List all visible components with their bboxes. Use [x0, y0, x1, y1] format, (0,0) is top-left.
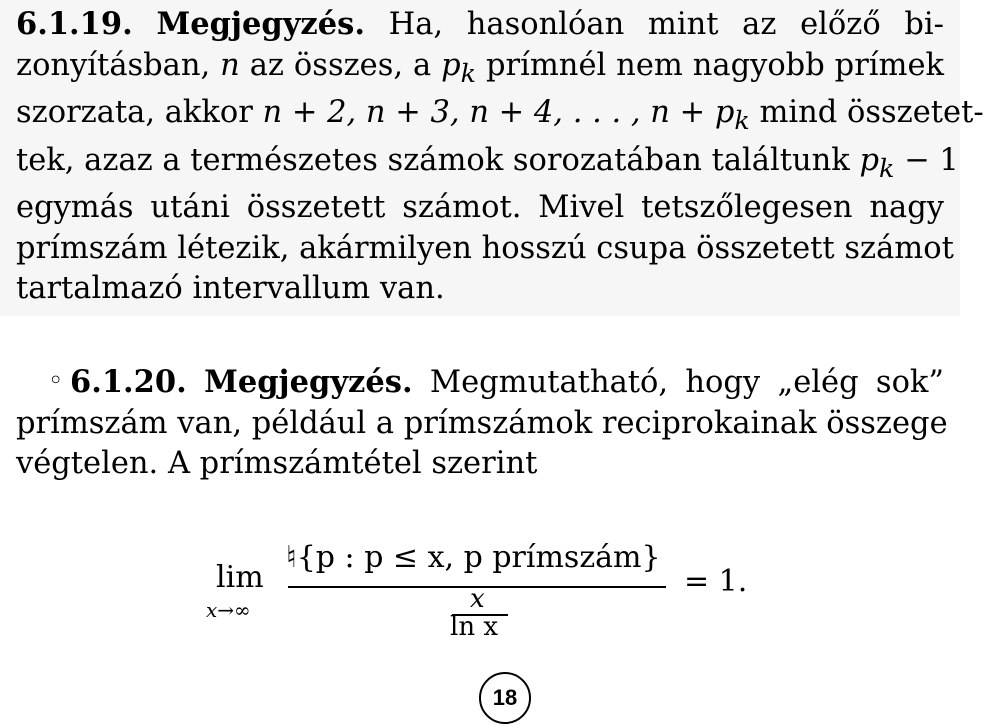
- inner-fraction-top: x: [470, 584, 485, 614]
- limit-operator: lim: [216, 560, 264, 595]
- note-number: 6.1.19.: [16, 6, 133, 42]
- limit-subscript: x→∞: [206, 598, 251, 622]
- note-6-1-20: 6.1.20. Megjegyzés. Megmutatható, hogy „elég sok” prímszám van, például a prímszámok reciprokainak összege végtelen. A prímszámtétel szerint: [16, 364, 948, 481]
- note-title: Megjegyzés.: [156, 6, 365, 42]
- formula-rhs: = 1.: [684, 564, 748, 599]
- note-6-1-19: 6.1.19. Megjegyzés. Ha, hasonlóan mint az előző bi- zonyításban, n az összes, a $p_k$ prímnél nem nagyobb prímek szorzata, akkor n + 2, n + 3, n + 4, . . . , $n + p_k$ mind összetet- tek, azaz a természetes számok sorozatában találtunk $p_k - 1$ egymás utáni összetett számot. Mivel tetszőlegesen nagy prímszám létezik, akármilyen hosszú csupa összetett számot tartalmazó intervallum van.: [16, 6, 984, 307]
- note-number: 6.1.20.: [70, 364, 187, 400]
- inner-fraction-bottom: ln x: [450, 612, 498, 642]
- fraction-numerator: ♮{p : p ≤ x, p prímszám}: [286, 540, 661, 575]
- circle-marker-icon: ◦: [48, 366, 64, 396]
- note-title: Megjegyzés.: [204, 364, 413, 400]
- prime-number-theorem-formula: [200, 540, 800, 640]
- page-number: 18: [479, 672, 531, 724]
